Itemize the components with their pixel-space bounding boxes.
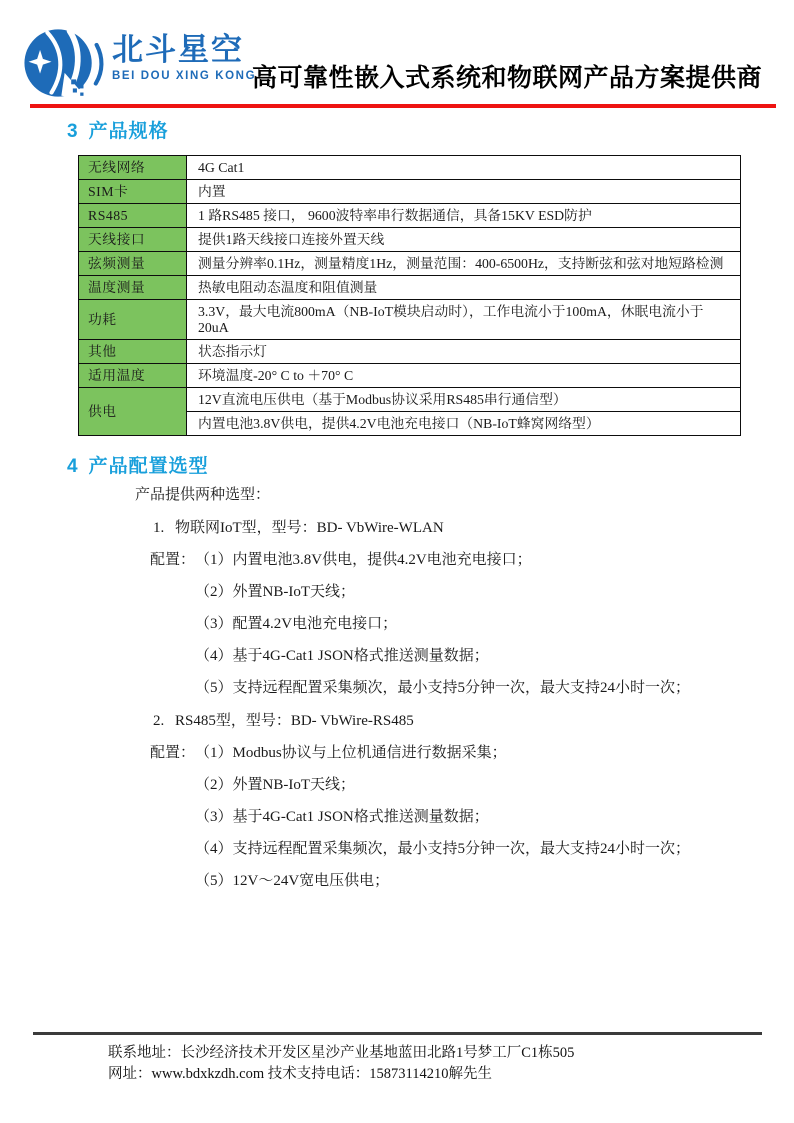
config-option [0,712,794,904]
section-number: 4 [67,456,79,477]
logo-name-cn: 北斗星空 [112,32,244,67]
footer-address: 联系地址：长沙经济技术开发区星沙产业基地蓝田北路1号梦工厂C1栋505 [108,1045,575,1061]
spec-table-row [79,252,741,276]
section-number: 3 [67,121,79,142]
spec-label-cell: RS485 [79,204,187,228]
spec-table-row [79,340,741,364]
spec-value-cell: 内置 [187,180,741,204]
spec-label-cell: 其他 [79,340,187,364]
spec-table-row [79,156,741,180]
spec-table-row [79,276,741,300]
spec-label-cell: 无线网络 [79,156,187,180]
config-item: （1）内置电池3.8V供电，提供4.2V电池充电接口； [195,552,532,568]
spec-table-row [79,300,741,340]
logo-name-en: BEI DOU XING KONG [112,69,257,82]
spec-value-cell: 状态指示灯 [187,340,741,364]
config-option-title [153,519,794,538]
config-item: （5）支持远程配置采集频次，最小支持5分钟一次，最大支持24小时一次； [195,680,691,696]
config-item: （3）配置4.2V电池充电接口； [195,616,398,632]
config-item: （4）支持远程配置采集频次，最小支持5分钟一次，最大支持24小时一次； [195,841,691,857]
spec-label-cell: 适用温度 [79,364,187,388]
spec-label-cell: 天线接口 [79,228,187,252]
config-item: （4）基于4G-Cat1 JSON格式推送测量数据； [195,648,489,664]
config-item: （2）外置NB-IoT天线； [195,584,355,600]
config-option-number: 2. [153,713,165,729]
spec-table-row [79,180,741,204]
spec-value-cell: 提供1路天线接口连接外置天线 [187,228,741,252]
spec-value-cell: 1 路RS485 接口， 9600波特率串行数据通信，具备15KV ESD防护 [187,204,741,228]
spec-table-row [79,388,741,412]
config-detail-row [150,551,794,711]
company-logo [20,22,256,104]
spec-value-cell: 内置电池3.8V供电，提供4.2V电池充电接口（NB-IoT蜂窝网络型） [187,412,741,436]
config-label: 配置： [150,552,196,568]
config-detail-row [150,744,794,904]
config-item: （1）Modbus协议与上位机通信进行数据采集； [195,745,507,761]
config-item-list [195,744,794,904]
section-heading-config [67,451,209,478]
spec-label-cell: SIM卡 [79,180,187,204]
spec-value-cell: 测量分辨率0.1Hz，测量精度1Hz，测量范围：400-6500Hz，支持断弦和弦对地短路检测 [187,252,741,276]
config-section-body [0,486,794,905]
config-option-title [153,712,794,731]
spec-label-cell: 温度测量 [79,276,187,300]
footer-website: 网址：www.bdxkzdh.com 技术支持电话：15873114210解先生 [108,1066,492,1082]
spec-value-cell: 3.3V，最大电流800mA（NB-IoT模块启动时），工作电流小于100mA，休眠电流小于20uA [187,300,741,340]
spec-value-cell: 环境温度-20° C to ＋70° C [187,364,741,388]
spec-label-cell: 弦频测量 [79,252,187,276]
section-heading-spec [67,116,169,143]
config-item: （3）基于4G-Cat1 JSON格式推送测量数据； [195,809,489,825]
spec-value-cell: 12V直流电压供电（基于Modbus协议采用RS485串行通信型） [187,388,741,412]
config-option-model: RS485型，型号：BD- VbWire-RS485 [175,713,414,729]
footer-rule [33,1032,762,1035]
config-item: （2）外置NB-IoT天线； [195,777,355,793]
header-rule [30,104,776,108]
config-option-number: 1. [153,520,165,536]
config-item-list [195,551,794,711]
config-intro: 产品提供两种选型： [135,487,271,503]
config-item: （5）12V～24V宽电压供电； [195,873,390,889]
spec-table-row [79,228,741,252]
logo-text [112,22,256,82]
section-title: 产品规格 [88,121,169,142]
config-option-model: 物联网IoT型，型号：BD- VbWire-WLAN [175,520,444,536]
spec-table-row [79,364,741,388]
config-label: 配置： [150,745,196,761]
beidou-logo-icon [20,22,106,104]
spec-label-cell: 功耗 [79,300,187,340]
section-title: 产品配置选型 [88,456,209,477]
spec-table-row [79,204,741,228]
spec-label-cell: 供电 [79,388,187,436]
config-option [0,519,794,711]
company-tagline: 高可靠性嵌入式系统和物联网产品方案提供商 [252,65,763,92]
spec-table [78,155,741,436]
spec-value-cell: 热敏电阻动态温度和阻值测量 [187,276,741,300]
spec-value-cell: 4G Cat1 [187,156,741,180]
